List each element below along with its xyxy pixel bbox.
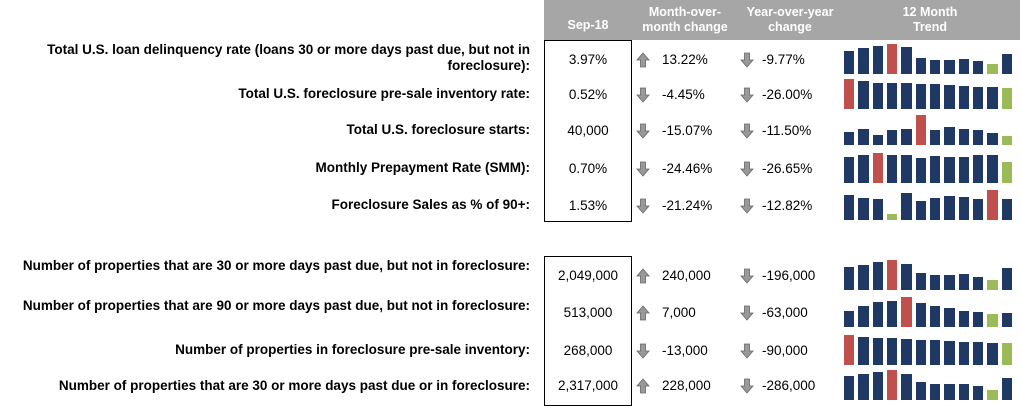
header-month-over-month: Month-over- month change bbox=[642, 5, 728, 34]
trend-bar bbox=[987, 390, 997, 401]
trend-bar bbox=[973, 155, 983, 184]
trend-bar bbox=[858, 374, 868, 400]
trend-bar bbox=[930, 275, 940, 290]
trend-sparkline bbox=[844, 44, 1016, 74]
trend-bar bbox=[930, 198, 940, 221]
trend-bar bbox=[1002, 268, 1012, 290]
month-over-month-change: -4.45% bbox=[662, 87, 705, 102]
down-arrow-icon bbox=[740, 87, 754, 103]
trend-bar bbox=[873, 83, 883, 109]
trend-bar bbox=[901, 193, 911, 220]
trend-bar bbox=[1002, 162, 1012, 183]
down-arrow-icon bbox=[740, 52, 754, 68]
trend-bar bbox=[887, 130, 897, 145]
metric-value: 513,000 bbox=[563, 305, 613, 320]
trend-bar bbox=[901, 155, 911, 184]
trend-bar bbox=[973, 386, 983, 400]
trend-bar bbox=[1002, 378, 1012, 400]
year-over-year-change: -9.77% bbox=[762, 52, 805, 67]
trend-bar bbox=[901, 47, 911, 74]
trend-bar bbox=[1002, 199, 1012, 220]
trend-bar bbox=[844, 311, 854, 328]
year-over-year-change: -26.65% bbox=[762, 161, 813, 176]
trend-bar bbox=[858, 155, 868, 183]
month-over-month-change: -15.07% bbox=[662, 123, 713, 138]
trend-bar bbox=[873, 135, 883, 146]
month-over-month-change: -21.24% bbox=[662, 198, 713, 213]
trend-bar bbox=[973, 87, 983, 109]
down-arrow-icon bbox=[636, 198, 650, 214]
trend-bar bbox=[916, 273, 926, 290]
trend-bar bbox=[944, 85, 954, 109]
trend-bar bbox=[887, 338, 897, 365]
trend-sparkline bbox=[844, 115, 1016, 145]
trend-bar bbox=[916, 115, 926, 145]
metric-label: Total U.S. foreclosure pre-sale inventory rate: bbox=[238, 86, 530, 101]
trend-bar bbox=[930, 84, 940, 109]
trend-bar bbox=[959, 197, 969, 220]
trend-bar bbox=[858, 129, 868, 146]
metric-value: 0.52% bbox=[568, 87, 608, 102]
trend-bar bbox=[858, 337, 868, 365]
trend-sparkline bbox=[844, 153, 1016, 183]
metric-label: Number of properties that are 30 or more days past due, but not in foreclosure: bbox=[22, 258, 530, 273]
down-arrow-icon bbox=[740, 305, 754, 321]
trend-bar bbox=[930, 384, 940, 400]
trend-bar bbox=[1002, 88, 1012, 109]
trend-bar bbox=[944, 308, 954, 327]
trend-bar bbox=[930, 340, 940, 365]
trend-bar bbox=[973, 312, 983, 327]
trend-bar bbox=[987, 133, 997, 145]
trend-bar bbox=[887, 44, 897, 74]
trend-bar bbox=[887, 370, 897, 400]
year-over-year-change: -12.82% bbox=[762, 198, 813, 213]
trend-bar bbox=[1002, 313, 1012, 327]
trend-sparkline bbox=[844, 370, 1016, 400]
trend-bar bbox=[916, 158, 926, 184]
trend-bar bbox=[887, 155, 897, 184]
trend-bar bbox=[887, 214, 897, 220]
trend-sparkline bbox=[844, 335, 1016, 365]
trend-bar bbox=[959, 342, 969, 365]
trend-bar bbox=[873, 262, 883, 290]
trend-sparkline bbox=[844, 297, 1016, 327]
trend-bar bbox=[944, 341, 954, 365]
trend-bar bbox=[1002, 54, 1012, 74]
trend-bar bbox=[944, 127, 954, 145]
header-12-month-trend: 12 Month Trend bbox=[902, 5, 958, 34]
metric-label: Number of properties in foreclosure pre-sale inventory: bbox=[175, 342, 530, 357]
header-year-over-year: Year-over-year change bbox=[746, 5, 834, 34]
month-over-month-change: 7,000 bbox=[662, 305, 696, 320]
trend-bar bbox=[844, 132, 854, 145]
trend-bar bbox=[916, 58, 926, 75]
month-over-month-change: -13,000 bbox=[662, 343, 708, 358]
metric-label: Number of properties that are 90 or more days past due, but not in foreclosure: bbox=[22, 298, 530, 313]
down-arrow-icon bbox=[740, 123, 754, 139]
trend-bar bbox=[973, 130, 983, 145]
trend-bar bbox=[944, 275, 954, 290]
down-arrow-icon bbox=[636, 343, 650, 359]
trend-bar bbox=[873, 199, 883, 220]
trend-bar bbox=[987, 343, 997, 365]
year-over-year-change: -90,000 bbox=[762, 343, 808, 358]
metric-value: 1.53% bbox=[568, 198, 608, 213]
trend-bar bbox=[844, 79, 854, 109]
metric-value: 3.97% bbox=[568, 52, 608, 67]
trend-bar bbox=[987, 190, 997, 220]
trend-bar bbox=[973, 342, 983, 365]
trend-bar bbox=[959, 86, 969, 109]
trend-bar bbox=[901, 339, 911, 365]
year-over-year-change: -63,000 bbox=[762, 305, 808, 320]
trend-bar bbox=[916, 340, 926, 366]
trend-bar bbox=[1002, 136, 1012, 145]
trend-sparkline bbox=[844, 190, 1016, 220]
down-arrow-icon bbox=[740, 343, 754, 359]
metric-label: Number of properties that are 30 or more days past due or in foreclosure: bbox=[58, 378, 530, 393]
trend-bar bbox=[858, 306, 868, 327]
trend-bar bbox=[873, 372, 883, 400]
trend-bar bbox=[930, 306, 940, 327]
trend-bar bbox=[873, 338, 883, 365]
year-over-year-change: -196,000 bbox=[762, 268, 816, 283]
up-arrow-icon bbox=[636, 305, 650, 321]
month-over-month-change: -24.46% bbox=[662, 161, 713, 176]
trend-bar bbox=[987, 87, 997, 109]
trend-bar bbox=[987, 314, 997, 328]
trend-bar bbox=[916, 303, 926, 327]
trend-bar bbox=[844, 267, 854, 290]
down-arrow-icon bbox=[740, 268, 754, 284]
trend-bar bbox=[901, 264, 911, 290]
down-arrow-icon bbox=[636, 87, 650, 103]
trend-bar bbox=[858, 265, 868, 291]
trend-bar bbox=[959, 384, 969, 400]
trend-sparkline bbox=[844, 79, 1016, 109]
metric-value: 40,000 bbox=[567, 123, 609, 138]
trend-bar bbox=[930, 156, 940, 183]
trend-bar bbox=[901, 374, 911, 400]
down-arrow-icon bbox=[636, 123, 650, 139]
trend-bar bbox=[944, 157, 954, 183]
trend-bar bbox=[887, 301, 897, 327]
trend-bar bbox=[844, 376, 854, 400]
trend-bar bbox=[858, 48, 868, 74]
trend-bar bbox=[930, 130, 940, 145]
trend-bar bbox=[916, 201, 926, 221]
trend-bar bbox=[844, 335, 854, 365]
down-arrow-icon bbox=[740, 198, 754, 214]
trend-bar bbox=[901, 129, 911, 146]
metric-label: Total U.S. foreclosure starts: bbox=[346, 122, 530, 137]
up-arrow-icon bbox=[636, 52, 650, 68]
metric-value: 2,317,000 bbox=[557, 378, 619, 393]
trend-bar bbox=[901, 83, 911, 109]
trend-bar bbox=[916, 382, 926, 400]
month-over-month-change: 240,000 bbox=[662, 268, 711, 283]
trend-bar bbox=[959, 311, 969, 328]
header-sep-18: Sep-18 bbox=[567, 17, 609, 32]
month-over-month-change: 228,000 bbox=[662, 378, 711, 393]
trend-bar bbox=[987, 280, 997, 290]
trend-bar bbox=[916, 84, 926, 109]
trend-bar bbox=[887, 83, 897, 109]
trend-sparkline bbox=[844, 260, 1016, 290]
trend-bar bbox=[887, 260, 897, 290]
up-arrow-icon bbox=[636, 378, 650, 394]
trend-bar bbox=[973, 61, 983, 74]
metric-value: 268,000 bbox=[563, 343, 613, 358]
trend-bar bbox=[858, 81, 868, 109]
trend-bar bbox=[844, 195, 854, 220]
trend-bar bbox=[944, 60, 954, 74]
trend-bar bbox=[959, 59, 969, 74]
year-over-year-change: -11.50% bbox=[762, 123, 812, 138]
trend-bar bbox=[930, 60, 940, 74]
trend-bar bbox=[858, 198, 868, 221]
metric-label: Total U.S. loan delinquency rate (loans 30 or more days past due, but not in foreclosure): bbox=[47, 42, 530, 73]
year-over-year-change: -286,000 bbox=[762, 378, 816, 393]
metric-label: Foreclosure Sales as % of 90+: bbox=[331, 197, 530, 212]
metric-label: Monthly Prepayment Rate (SMM): bbox=[315, 160, 530, 175]
trend-bar bbox=[959, 157, 969, 183]
metric-value: 0.70% bbox=[568, 161, 608, 176]
up-arrow-icon bbox=[636, 268, 650, 284]
month-over-month-change: 13.22% bbox=[662, 52, 708, 67]
trend-bar bbox=[959, 129, 969, 146]
trend-bar bbox=[1002, 343, 1012, 365]
trend-bar bbox=[959, 274, 969, 290]
trend-bar bbox=[901, 297, 911, 327]
trend-bar bbox=[873, 46, 883, 75]
trend-bar bbox=[873, 153, 883, 183]
down-arrow-icon bbox=[740, 161, 754, 177]
trend-bar bbox=[944, 196, 954, 220]
trend-bar bbox=[973, 199, 983, 220]
trend-bar bbox=[987, 64, 997, 74]
down-arrow-icon bbox=[740, 378, 754, 394]
trend-bar bbox=[844, 51, 854, 74]
year-over-year-change: -26.00% bbox=[762, 87, 813, 102]
trend-bar bbox=[973, 277, 983, 291]
trend-bar bbox=[844, 157, 854, 183]
trend-bar bbox=[987, 155, 997, 183]
down-arrow-icon bbox=[636, 161, 650, 177]
trend-bar bbox=[873, 302, 883, 327]
trend-bar bbox=[944, 384, 954, 400]
metric-value: 2,049,000 bbox=[557, 268, 619, 283]
